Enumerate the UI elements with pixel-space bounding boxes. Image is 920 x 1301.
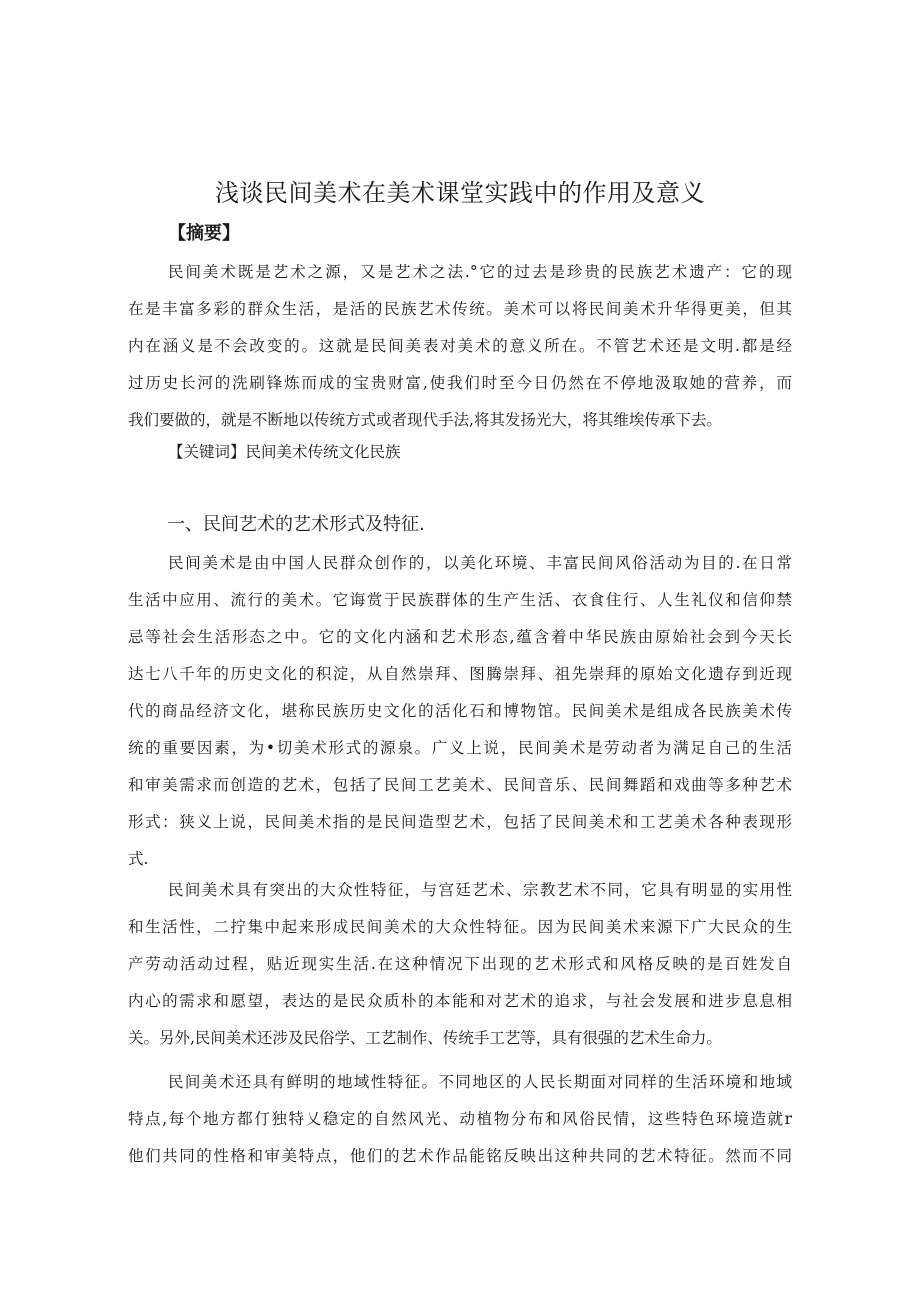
paragraph-line: 和审美需求而创造的艺术，包括了民间工艺美术、民间音乐、民间舞蹈和戏曲等多种艺术 bbox=[128, 776, 792, 794]
section-1-paragraph-2 bbox=[128, 872, 792, 1057]
paragraph-line: 他们共同的性格和审美特点，他们的艺术作品能铭反映出这种共同的艺术特征。然而不同 bbox=[128, 1147, 792, 1165]
section-1-heading: 一、民间艺术的艺术形式及特征. bbox=[167, 514, 425, 535]
paragraph-line: 产劳动活动过程，贴近现实生活.在这种情况下出现的艺术形式和风格反映的是百姓发自 bbox=[128, 955, 792, 973]
paragraph-line: 式. bbox=[128, 850, 149, 868]
abstract-line: 民间美术既是艺术之源，又是艺术之法.°它的过去是珍贵的民族艺术遗产：它的现 bbox=[168, 263, 792, 281]
paragraph-line: 内心的需求和愿望，表达的是民众质朴的本能和对艺术的追求，与社会发展和进步息息相 bbox=[128, 992, 792, 1010]
abstract-line: 内在涵义是不会改变的。这就是民间美表对美术的意义所在。不管艺术还是文明.都是经 bbox=[128, 337, 792, 355]
paragraph-line: 达七八千年的历史文化的积淀，从自然崇拜、图腾崇拜、祖先崇拜的原始文化遗存到近现 bbox=[128, 665, 792, 683]
document-title: 浅谈民间美术在美术课堂实践中的作用及意义 bbox=[215, 179, 705, 207]
section-1-paragraph-3 bbox=[128, 1064, 792, 1175]
abstract-line: 在是丰富多彩的群众生活，是活的民族艺术传统。美术可以将民间美术升华得更美，但其 bbox=[128, 300, 792, 318]
abstract-line: 我们要做的，就是不断地以传统方式或者现代手法,将其发扬光大，将其维埃传承下去。 bbox=[128, 411, 722, 429]
paragraph-line: 民间美术还具有鲜明的地域性特征。不同地区的人民长期面对同样的生活环境和地域 bbox=[168, 1073, 792, 1091]
paragraph-line: 民间美术是由中国人民群众创作的，以美化环境、丰富民间风俗活动为目的.在日常 bbox=[168, 554, 792, 572]
paragraph-line: 民间美术具有突出的大众性特征，与宫廷艺术、宗教艺术不同，它具有明显的实用性 bbox=[168, 881, 792, 899]
abstract-heading: 【摘要】 bbox=[168, 223, 240, 244]
paragraph-line: 代的商品经济文化，堪称民族历史文化的活化石和博物馆。民间美术是组成各民族美术传 bbox=[128, 702, 792, 720]
paragraph-line: 生活中应用、流行的美术。它诲赏于民族群体的生产生活、衣食住行、人生礼仪和信仰禁 bbox=[128, 591, 792, 609]
abstract-paragraph bbox=[128, 254, 792, 439]
abstract-line: 过历史长河的洗刷锋炼而成的宝贵财富,使我们时至今日仍然在不停地汲取她的营养，而 bbox=[128, 374, 792, 392]
paragraph-line: 形式：狭义上说，民间美术指的是民间造型艺术，包括了民间美术和工艺美术各种表现形 bbox=[128, 813, 792, 831]
section-1-paragraph-1 bbox=[128, 545, 792, 878]
paragraph-line: 忌等社会生活形态之中。它的文化内涵和艺术形态,蕴含着中华民族由原始社会到今天长 bbox=[128, 628, 792, 646]
keywords: 【关键词】民间美术传统文化民族 bbox=[168, 443, 401, 461]
paragraph-line: 特点,每个地方都仃独特乂稳定的自然风光、动植物分布和风俗民情，这些特色环境造就r bbox=[128, 1110, 792, 1128]
paragraph-line: 和生活性，二拧集中起来形成民间美术的大众性特征。因为民间美术来源下广大民众的生 bbox=[128, 918, 792, 936]
paragraph-line: 统的重要因素，为•切美术形式的源泉。广义上说，民间美术是劳动者为满足自己的生活 bbox=[128, 739, 792, 757]
paragraph-line: 关。另外,民间美术还涉及民俗学、工艺制作、传统手工艺等，具有很强的艺术生命力。 bbox=[128, 1029, 722, 1047]
